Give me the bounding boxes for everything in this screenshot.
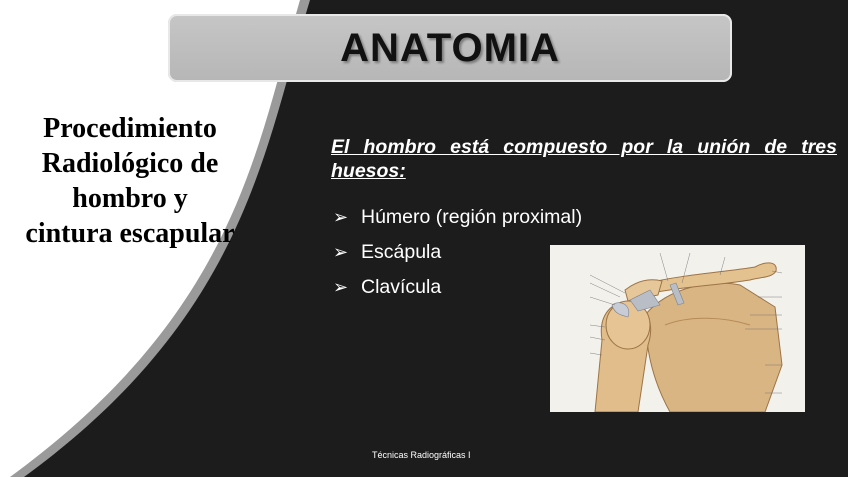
bullet-item xyxy=(333,200,582,235)
bullet-list xyxy=(333,200,582,305)
bullet-label: Clavícula xyxy=(361,276,442,298)
left-heading-line: Procedimiento xyxy=(43,113,217,144)
lead-text: El hombro está compuesto por la unión de tres huesos: xyxy=(331,136,837,182)
shoulder-illustration xyxy=(550,245,805,412)
bullet-label: Húmero (región proximal) xyxy=(361,206,583,228)
slide-title: ANATOMIA xyxy=(340,25,560,70)
bullet-item xyxy=(333,270,582,305)
left-heading-line: hombro y xyxy=(72,183,188,214)
shoulder-anatomy-image xyxy=(550,245,805,412)
arrow-bullet-icon: ➢ xyxy=(333,207,349,227)
arrow-bullet-icon: ➢ xyxy=(333,242,349,262)
left-heading-line: Radiológico de xyxy=(41,148,219,179)
title-box xyxy=(168,14,732,82)
bullet-item xyxy=(333,235,582,270)
arrow-bullet-icon: ➢ xyxy=(333,277,349,297)
slide-footer: Técnicas Radiográficas I xyxy=(372,450,471,460)
bullet-label: Escápula xyxy=(361,241,442,263)
left-heading xyxy=(8,111,252,251)
left-heading-line: cintura escapular xyxy=(25,218,235,249)
